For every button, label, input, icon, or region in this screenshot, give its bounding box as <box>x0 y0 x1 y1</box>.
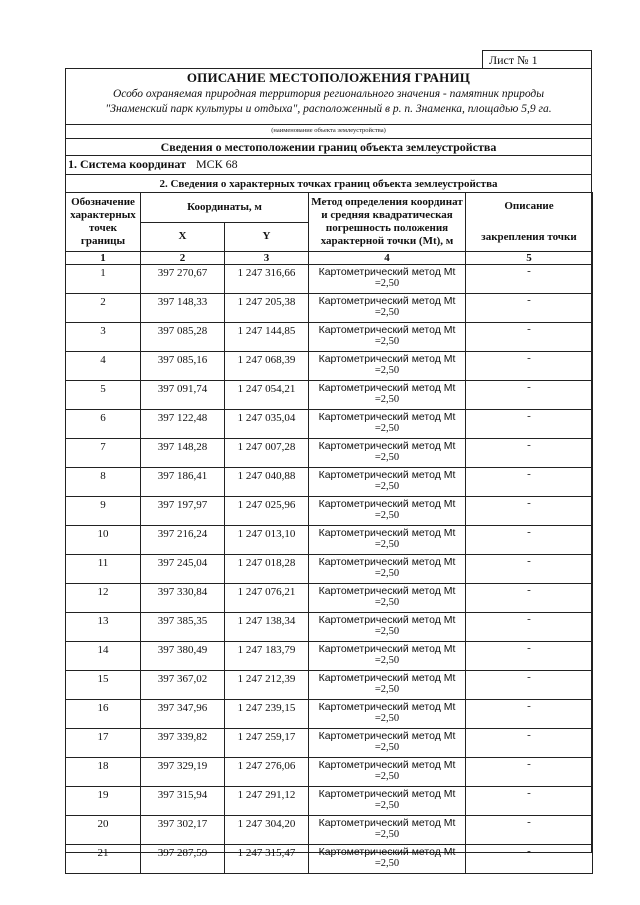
method-accuracy: =2,50 <box>374 510 400 521</box>
point-number: 3 <box>66 323 141 352</box>
method-accuracy: =2,50 <box>374 829 400 840</box>
coord-y: 1 247 276,06 <box>225 758 309 787</box>
method-accuracy: =2,50 <box>374 771 400 782</box>
point-description: - <box>466 787 593 816</box>
method-cell <box>309 265 466 294</box>
boundary-points-table <box>65 192 593 874</box>
coord-x: 397 216,24 <box>141 526 225 555</box>
coord-x: 397 315,94 <box>141 787 225 816</box>
method-cell <box>309 584 466 613</box>
point-description: - <box>466 265 593 294</box>
object-caption: (наименование объекта землеустройства) <box>271 127 386 134</box>
table-row <box>66 642 593 671</box>
point-description: - <box>466 555 593 584</box>
method-text: Картометрический метод Mt <box>318 353 456 365</box>
method-cell <box>309 497 466 526</box>
table-row <box>66 497 593 526</box>
point-number: 15 <box>66 671 141 700</box>
coord-y: 1 247 025,96 <box>225 497 309 526</box>
table-row <box>66 265 593 294</box>
divider <box>65 174 592 175</box>
method-cell <box>309 294 466 323</box>
method-text: Картометрический метод Mt <box>318 643 456 655</box>
coord-x: 397 329,19 <box>141 758 225 787</box>
coord-y: 1 247 239,15 <box>225 700 309 729</box>
point-description: - <box>466 410 593 439</box>
point-number: 11 <box>66 555 141 584</box>
header-description <box>466 193 593 252</box>
method-text: Картометрический метод Mt <box>318 846 456 858</box>
coord-y: 1 247 304,20 <box>225 816 309 845</box>
table-row <box>66 294 593 323</box>
method-cell <box>309 613 466 642</box>
coord-x: 397 339,82 <box>141 729 225 758</box>
method-cell <box>309 729 466 758</box>
coord-x: 397 186,41 <box>141 468 225 497</box>
point-description: - <box>466 845 593 874</box>
method-text: Картометрический метод Mt <box>318 324 456 336</box>
coord-x: 397 197,97 <box>141 497 225 526</box>
method-cell <box>309 671 466 700</box>
method-cell <box>309 468 466 497</box>
column-index: 5 <box>466 252 593 265</box>
header-coords: Координаты, м <box>141 193 309 223</box>
point-description: - <box>466 700 593 729</box>
method-accuracy: =2,50 <box>374 423 400 434</box>
point-number: 4 <box>66 352 141 381</box>
column-index: 3 <box>225 252 309 265</box>
point-number: 19 <box>66 787 141 816</box>
table-row <box>66 845 593 874</box>
point-number: 12 <box>66 584 141 613</box>
point-number: 21 <box>66 845 141 874</box>
coord-y: 1 247 040,88 <box>225 468 309 497</box>
point-description: - <box>466 642 593 671</box>
divider <box>65 155 592 156</box>
point-number: 20 <box>66 816 141 845</box>
section-1-title: Сведения о местоположении границ объекта землеустройства <box>160 140 497 154</box>
method-text: Картометрический метод Mt <box>318 440 456 452</box>
table-row <box>66 758 593 787</box>
method-accuracy: =2,50 <box>374 568 400 579</box>
divider <box>65 124 592 125</box>
coord-x: 397 287,59 <box>141 845 225 874</box>
method-accuracy: =2,50 <box>374 278 400 289</box>
coord-x: 397 122,48 <box>141 410 225 439</box>
point-number: 1 <box>66 265 141 294</box>
table-row <box>66 526 593 555</box>
coord-x: 397 085,16 <box>141 352 225 381</box>
column-index: 4 <box>309 252 466 265</box>
point-description: - <box>466 729 593 758</box>
coordinate-system-label: 1. Система координат <box>68 157 186 171</box>
table-row <box>66 787 593 816</box>
method-cell <box>309 410 466 439</box>
point-number: 17 <box>66 729 141 758</box>
table-row <box>66 410 593 439</box>
coord-y: 1 247 315,47 <box>225 845 309 874</box>
document-title: ОПИСАНИЕ МЕСТОПОЛОЖЕНИЯ ГРАНИЦ <box>186 70 471 85</box>
method-text: Картометрический метод Mt <box>318 556 456 568</box>
coord-y: 1 247 205,38 <box>225 294 309 323</box>
point-description: - <box>466 468 593 497</box>
point-number: 2 <box>66 294 141 323</box>
method-text: Картометрический метод Mt <box>318 469 456 481</box>
header-description-line-1: Описание <box>504 200 554 212</box>
method-text: Картометрический метод Mt <box>318 817 456 829</box>
method-cell <box>309 381 466 410</box>
subtitle-line-2: "Знаменский парк культуры и отдыха", расположенный в р. п. Знаменка, площадью 5,9 га. <box>105 103 552 115</box>
table-row <box>66 381 593 410</box>
method-cell <box>309 323 466 352</box>
method-text: Картометрический метод Mt <box>318 295 456 307</box>
method-cell <box>309 642 466 671</box>
method-accuracy: =2,50 <box>374 626 400 637</box>
coordinate-system <box>68 157 238 172</box>
coord-y: 1 247 054,21 <box>225 381 309 410</box>
method-text: Картометрический метод Mt <box>318 701 456 713</box>
method-accuracy: =2,50 <box>374 684 400 695</box>
coord-x: 397 245,04 <box>141 555 225 584</box>
point-description: - <box>466 439 593 468</box>
point-description: - <box>466 323 593 352</box>
coordinate-system-value: МСК 68 <box>195 157 238 171</box>
method-text: Картометрический метод Mt <box>318 614 456 626</box>
table-row <box>66 584 593 613</box>
method-cell <box>309 555 466 584</box>
point-number: 10 <box>66 526 141 555</box>
point-number: 9 <box>66 497 141 526</box>
coord-x: 397 347,96 <box>141 700 225 729</box>
method-cell <box>309 700 466 729</box>
method-cell <box>309 845 466 874</box>
method-cell <box>309 758 466 787</box>
coord-y: 1 247 259,17 <box>225 729 309 758</box>
coord-x: 397 380,49 <box>141 642 225 671</box>
method-cell <box>309 352 466 381</box>
coord-y: 1 247 138,34 <box>225 613 309 642</box>
method-cell <box>309 787 466 816</box>
method-accuracy: =2,50 <box>374 655 400 666</box>
method-text: Картометрический метод Mt <box>318 585 456 597</box>
column-index: 2 <box>141 252 225 265</box>
coord-y: 1 247 291,12 <box>225 787 309 816</box>
table-row <box>66 468 593 497</box>
section-2-title: 2. Сведения о характерных точках границ объекта землеустройства <box>159 178 498 190</box>
subtitle-line-1: Особо охраняемая природная территория регионального значения - памятник природы <box>112 88 545 100</box>
coord-y: 1 247 212,39 <box>225 671 309 700</box>
coord-x: 397 367,02 <box>141 671 225 700</box>
method-accuracy: =2,50 <box>374 481 400 492</box>
method-text: Картометрический метод Mt <box>318 788 456 800</box>
column-index: 1 <box>66 252 141 265</box>
table-row <box>66 613 593 642</box>
sheet-number: Лист № 1 <box>482 50 592 69</box>
method-accuracy: =2,50 <box>374 539 400 550</box>
point-description: - <box>466 584 593 613</box>
table-row <box>66 555 593 584</box>
point-number: 16 <box>66 700 141 729</box>
method-accuracy: =2,50 <box>374 452 400 463</box>
method-text: Картометрический метод Mt <box>318 411 456 423</box>
method-text: Картометрический метод Mt <box>318 730 456 742</box>
method-cell <box>309 526 466 555</box>
column-index-row <box>66 252 593 265</box>
coord-x: 397 091,74 <box>141 381 225 410</box>
method-accuracy: =2,50 <box>374 365 400 376</box>
point-description: - <box>466 613 593 642</box>
method-text: Картометрический метод Mt <box>318 759 456 771</box>
method-accuracy: =2,50 <box>374 713 400 724</box>
header-method: Метод определения координат и средняя квадратическая погрешность положения характерной точки (Mt), м <box>309 193 466 252</box>
coord-y: 1 247 018,28 <box>225 555 309 584</box>
method-text: Картометрический метод Mt <box>318 498 456 510</box>
point-number: 5 <box>66 381 141 410</box>
point-number: 18 <box>66 758 141 787</box>
method-cell <box>309 439 466 468</box>
table-row <box>66 323 593 352</box>
method-accuracy: =2,50 <box>374 597 400 608</box>
point-description: - <box>466 497 593 526</box>
table-row <box>66 816 593 845</box>
coord-y: 1 247 144,85 <box>225 323 309 352</box>
coord-x: 397 148,28 <box>141 439 225 468</box>
method-accuracy: =2,50 <box>374 394 400 405</box>
point-number: 13 <box>66 613 141 642</box>
method-accuracy: =2,50 <box>374 742 400 753</box>
point-description: - <box>466 526 593 555</box>
method-text: Картометрический метод Mt <box>318 527 456 539</box>
point-number: 14 <box>66 642 141 671</box>
point-description: - <box>466 381 593 410</box>
point-number: 8 <box>66 468 141 497</box>
table-row <box>66 352 593 381</box>
method-accuracy: =2,50 <box>374 800 400 811</box>
coord-y: 1 247 007,28 <box>225 439 309 468</box>
point-number: 7 <box>66 439 141 468</box>
method-text: Картометрический метод Mt <box>318 672 456 684</box>
point-number: 6 <box>66 410 141 439</box>
coord-y: 1 247 183,79 <box>225 642 309 671</box>
coord-y: 1 247 076,21 <box>225 584 309 613</box>
coord-x: 397 270,67 <box>141 265 225 294</box>
document-subtitle <box>65 87 592 117</box>
coord-x: 397 330,84 <box>141 584 225 613</box>
divider <box>65 138 592 139</box>
coord-x: 397 385,35 <box>141 613 225 642</box>
point-description: - <box>466 816 593 845</box>
point-description: - <box>466 294 593 323</box>
method-text: Картометрический метод Mt <box>318 266 456 278</box>
coord-y: 1 247 068,39 <box>225 352 309 381</box>
table-row <box>66 700 593 729</box>
point-description: - <box>466 352 593 381</box>
method-cell <box>309 816 466 845</box>
coord-x: 397 302,17 <box>141 816 225 845</box>
table-row <box>66 729 593 758</box>
table-row <box>66 439 593 468</box>
point-description: - <box>466 671 593 700</box>
header-point: Обозначение характерных точек границы <box>66 193 141 252</box>
coord-y: 1 247 316,66 <box>225 265 309 294</box>
method-text: Картометрический метод Mt <box>318 382 456 394</box>
coord-y: 1 247 013,10 <box>225 526 309 555</box>
method-accuracy: =2,50 <box>374 858 400 869</box>
header-x: X <box>141 222 225 252</box>
coord-x: 397 085,28 <box>141 323 225 352</box>
method-accuracy: =2,50 <box>374 336 400 347</box>
point-description: - <box>466 758 593 787</box>
coord-x: 397 148,33 <box>141 294 225 323</box>
coord-y: 1 247 035,04 <box>225 410 309 439</box>
header-description-line-2: закрепления точки <box>481 231 577 243</box>
header-y: Y <box>225 222 309 252</box>
table-row <box>66 671 593 700</box>
method-accuracy: =2,50 <box>374 307 400 318</box>
